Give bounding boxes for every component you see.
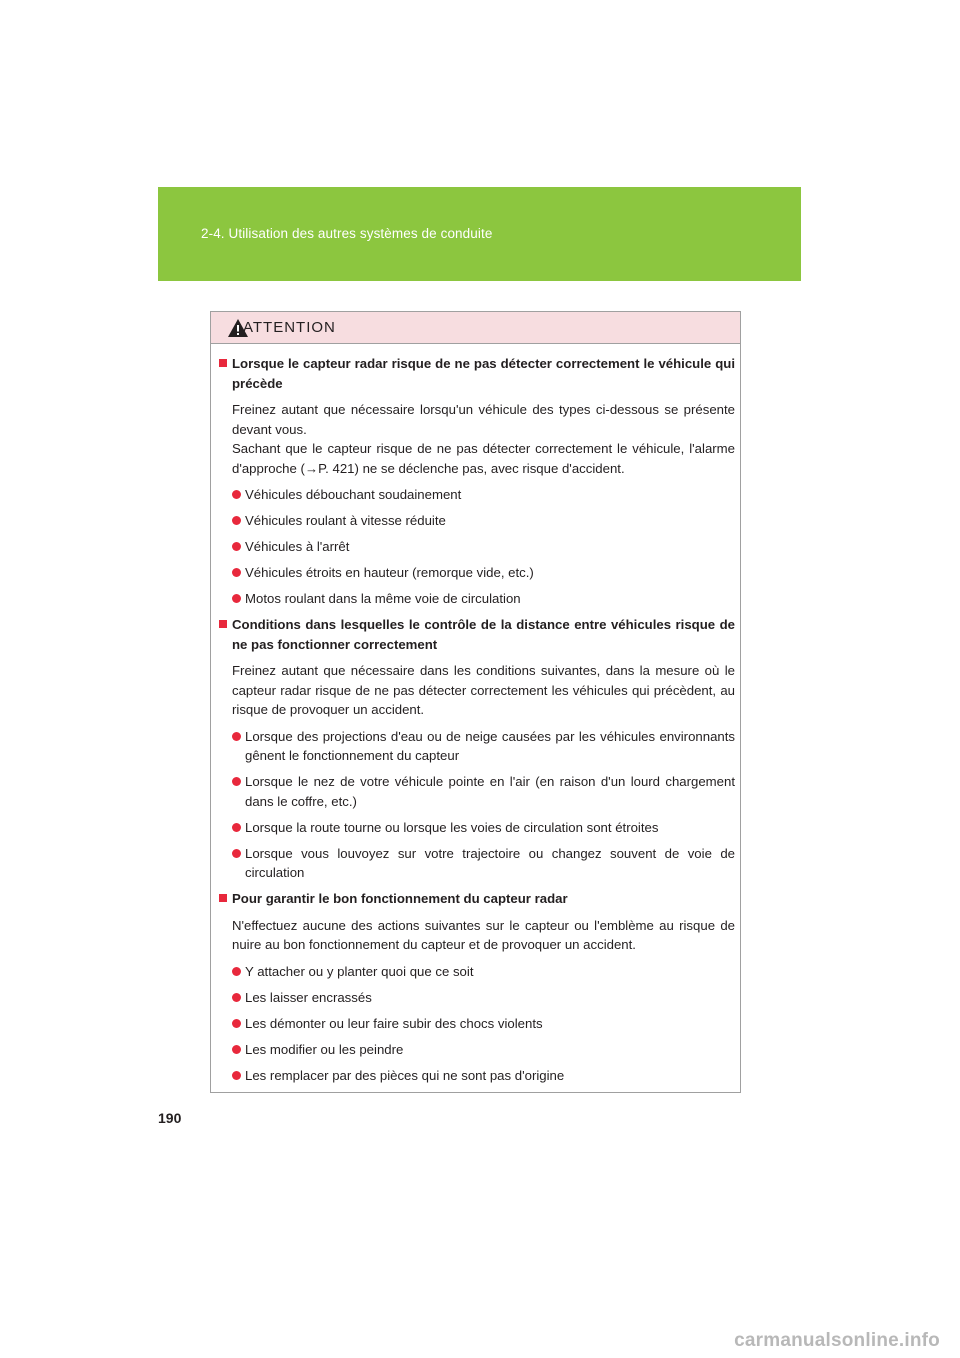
section-paragraph: Freinez autant que nécessaire dans les conditions suivantes, dans la mesure où le capteur radar risque de ne pas détecter correctement les véhicules qui précèdent, au risque de provoquer un accident.	[232, 663, 735, 717]
list-item: Les laisser encrassés	[232, 988, 735, 1008]
bullet-dot-icon	[232, 967, 241, 976]
section-title: 2-4. Utilisation des autres systèmes de conduite	[201, 226, 493, 241]
bullet-dot-icon	[232, 1019, 241, 1028]
section-paragraph: Freinez autant que nécessaire lorsqu'un véhicule des types ci-dessous se présente devant vous. Sachant que le capteur risque de ne pas détecter correctement le véhicule, l'alarme d'approche (→P. 421) ne se déclenche pas, avec risque d'accident.	[232, 402, 735, 476]
square-marker-icon	[219, 620, 227, 628]
bullet-dot-icon	[232, 777, 241, 786]
bullet-list	[219, 485, 735, 609]
warning-section	[219, 615, 735, 883]
warning-section	[219, 354, 735, 609]
attention-title: ATTENTION	[243, 319, 336, 336]
bullet-dot-icon	[232, 516, 241, 525]
attention-header	[211, 312, 740, 344]
chapter-header-band	[158, 187, 801, 281]
section-heading: Pour garantir le bon fonctionnement du capteur radar	[219, 889, 735, 909]
list-item: Les modifier ou les peindre	[232, 1040, 735, 1060]
bullet-dot-icon	[232, 568, 241, 577]
bullet-list	[219, 962, 735, 1086]
bullet-dot-icon	[232, 823, 241, 832]
list-item: Lorsque des projections d'eau ou de neige causées par les véhicules environnants gênent le fonctionnement du capteur	[232, 727, 735, 766]
list-item: Y attacher ou y planter quoi que ce soit	[232, 962, 735, 982]
section-paragraph: N'effectuez aucune des actions suivantes sur le capteur ou l'emblème au risque de nuire au bon fonctionnement du capteur et de provoquer un accident.	[232, 917, 735, 952]
list-item: Lorsque la route tourne ou lorsque les voies de circulation sont étroites	[232, 818, 735, 838]
bullet-dot-icon	[232, 993, 241, 1002]
bullet-dot-icon	[232, 849, 241, 858]
section-heading: Conditions dans lesquelles le contrôle de la distance entre véhicules risque de ne pas fonctionner correctement	[219, 615, 735, 654]
bullet-list	[219, 727, 735, 883]
bullet-dot-icon	[232, 594, 241, 603]
warning-section	[219, 889, 735, 1085]
attention-box	[210, 311, 741, 1093]
square-marker-icon	[219, 894, 227, 902]
bullet-dot-icon	[232, 1071, 241, 1080]
list-item: Les démonter ou leur faire subir des chocs violents	[232, 1014, 735, 1034]
bullet-dot-icon	[232, 542, 241, 551]
list-item: Véhicules débouchant soudainement	[232, 485, 735, 505]
bullet-dot-icon	[232, 490, 241, 499]
square-marker-icon	[219, 359, 227, 367]
list-item: Lorsque le nez de votre véhicule pointe en l'air (en raison d'un lourd chargement dans le coffre, etc.)	[232, 772, 735, 811]
list-item: Véhicules étroits en hauteur (remorque vide, etc.)	[232, 563, 735, 583]
list-item: Les remplacer par des pièces qui ne sont pas d'origine	[232, 1066, 735, 1086]
list-item: Véhicules roulant à vitesse réduite	[232, 511, 735, 531]
bullet-dot-icon	[232, 1045, 241, 1054]
bullet-dot-icon	[232, 732, 241, 741]
section-heading: Lorsque le capteur radar risque de ne pas détecter correctement le véhicule qui précède	[219, 354, 735, 393]
attention-content	[219, 354, 735, 1092]
watermark-url[interactable]: carmanualsonline.info	[734, 1330, 940, 1351]
list-item: Véhicules à l'arrêt	[232, 537, 735, 557]
page-number: 190	[158, 1110, 182, 1126]
list-item: Motos roulant dans la même voie de circulation	[232, 589, 735, 609]
list-item: Lorsque vous louvoyez sur votre trajectoire ou changez souvent de voie de circulation	[232, 844, 735, 883]
